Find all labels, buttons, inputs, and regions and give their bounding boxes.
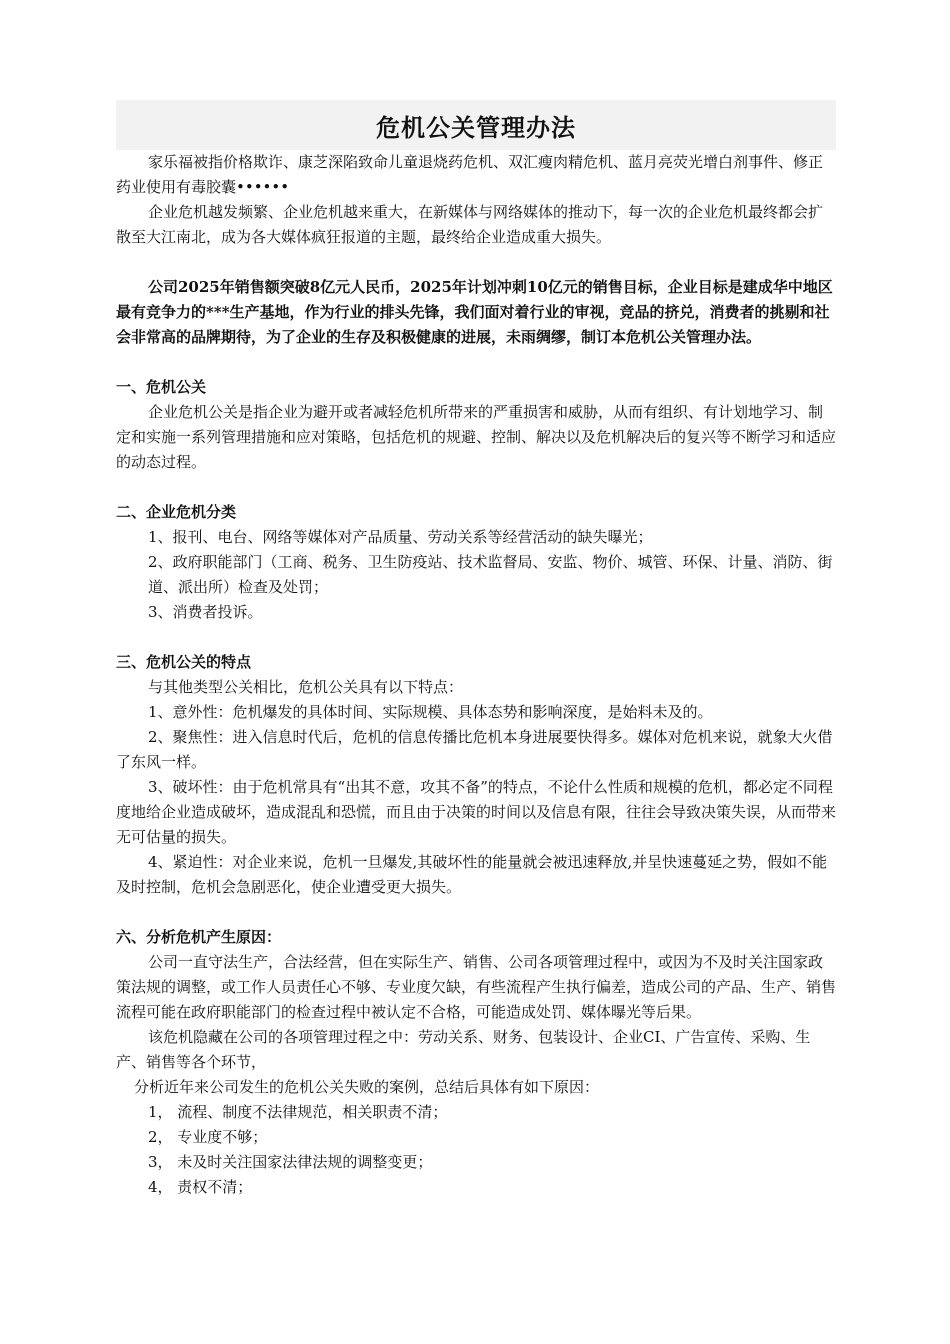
list-item: 4、紧迫性：对企业来说，危机一旦爆发,其破坏性的能量就会被迅速释放,并呈快速蔓延之势，假如不能及时控制，危机会急剧恶化，使企业遭受更大损失。 xyxy=(116,853,828,896)
list-item: 1、报刊、电台、网络等媒体对产品质量、劳动关系等经营活动的缺失曝光； xyxy=(148,528,653,546)
section-1-heading: 一、危机公关 xyxy=(116,378,207,396)
list-item: 2、聚焦性：进入信息时代后，危机的信息传播比危机本身进展要快得多。媒体对危机来说，就象大火借了东风一样。 xyxy=(116,728,833,771)
intro-paragraph-1: 家乐福被指价格欺诈、康芝深陷致命儿童退烧药危机、双汇瘦肉精危机、蓝月亮荧光增白剂事件、修正药业使用有毒胶囊•••••• xyxy=(116,153,824,196)
section-6-paragraph-1: 公司一直守法生产，合法经营，但在实际生产、销售、公司各项管理过程中，或因为不及时关注国家政策法规的调整，或工作人员责任心不够、专业度欠缺，有些流程产生执行偏差，造成公司的产品、生产、销售流程可能在政府职能部门的检查过程中被认定不合格，可能造成处罚、媒体曝光等后果。 xyxy=(116,953,837,1021)
list-item: 2， 专业度不够； xyxy=(148,1128,268,1146)
intro-bold-paragraph: 公司2025年销售额突破8亿元人民币，2025年计划冲刺10亿元的销售目标，企业目标是建成华中地区最有竞争力的***生产基地，作为行业的排头先锋，我们面对着行业的审视，竞品的挤兑，消费者的挑剔和社会非常高的品牌期待，为了企业的生存及积极健康的进展，未雨绸缪，制订本危机公关管理办法。 xyxy=(116,278,833,346)
document-page xyxy=(116,100,836,1200)
document-title: 危机公关管理办法 xyxy=(376,112,576,142)
list-item: 1， 流程、制度不法律规范，相关职责不清； xyxy=(148,1103,448,1121)
list-item: 3， 未及时关注国家法律法规的调整变更； xyxy=(148,1153,433,1171)
section-3-heading: 三、危机公关的特点 xyxy=(116,653,252,671)
title-band xyxy=(116,100,836,150)
list-item: 3、消费者投诉。 xyxy=(148,603,263,621)
list-item: 4， 责权不清； xyxy=(148,1178,253,1196)
intro-paragraph-2: 企业危机越发频繁、企业危机越来重大，在新媒体与网络媒体的推动下，每一次的企业危机最终都会扩散至大江南北，成为各大媒体疯狂报道的主题，最终给企业造成重大损失。 xyxy=(116,203,824,246)
section-3-lead: 与其他类型公关相比，危机公关具有以下特点： xyxy=(148,678,464,696)
list-item: 1、意外性：危机爆发的具体时间、实际规模、具体态势和影响深度，是始料未及的。 xyxy=(148,703,713,721)
section-6-paragraph-2: 该危机隐藏在公司的各项管理过程之中：劳动关系、财务、包装设计、企业CI、广告宣传、采购、生产、销售等各个环节， xyxy=(116,1028,811,1071)
section-6-paragraph-3: 分析近年来公司发生的危机公关失败的案例，总结后具体有如下原因： xyxy=(134,1078,600,1096)
list-item: 2、政府职能部门（工商、税务、卫生防疫站、技术监督局、安监、物价、城管、环保、计量、消防、街道、派出所）检查及处罚； xyxy=(148,553,833,596)
section-1-body: 企业危机公关是指企业为避开或者减轻危机所带来的严重损害和威胁，从而有组织、有计划地学习、制定和实施一系列管理措施和应对策略，包括危机的规避、控制、解决以及危机解决后的复兴等不断学习和适应的动态过程。 xyxy=(116,403,837,471)
section-2-heading: 二、企业危机分类 xyxy=(116,503,237,521)
list-item: 3、破坏性：由于危机常具有“出其不意，攻其不备”的特点，不论什么性质和规模的危机，都必定不同程度地给企业造成破坏，造成混乱和恐慌，而且由于决策的时间以及信息有限，往往会导致决策失误，从而带来无可估量的损失。 xyxy=(116,778,837,846)
section-6-heading: 六、分析危机产生原因： xyxy=(116,928,282,946)
